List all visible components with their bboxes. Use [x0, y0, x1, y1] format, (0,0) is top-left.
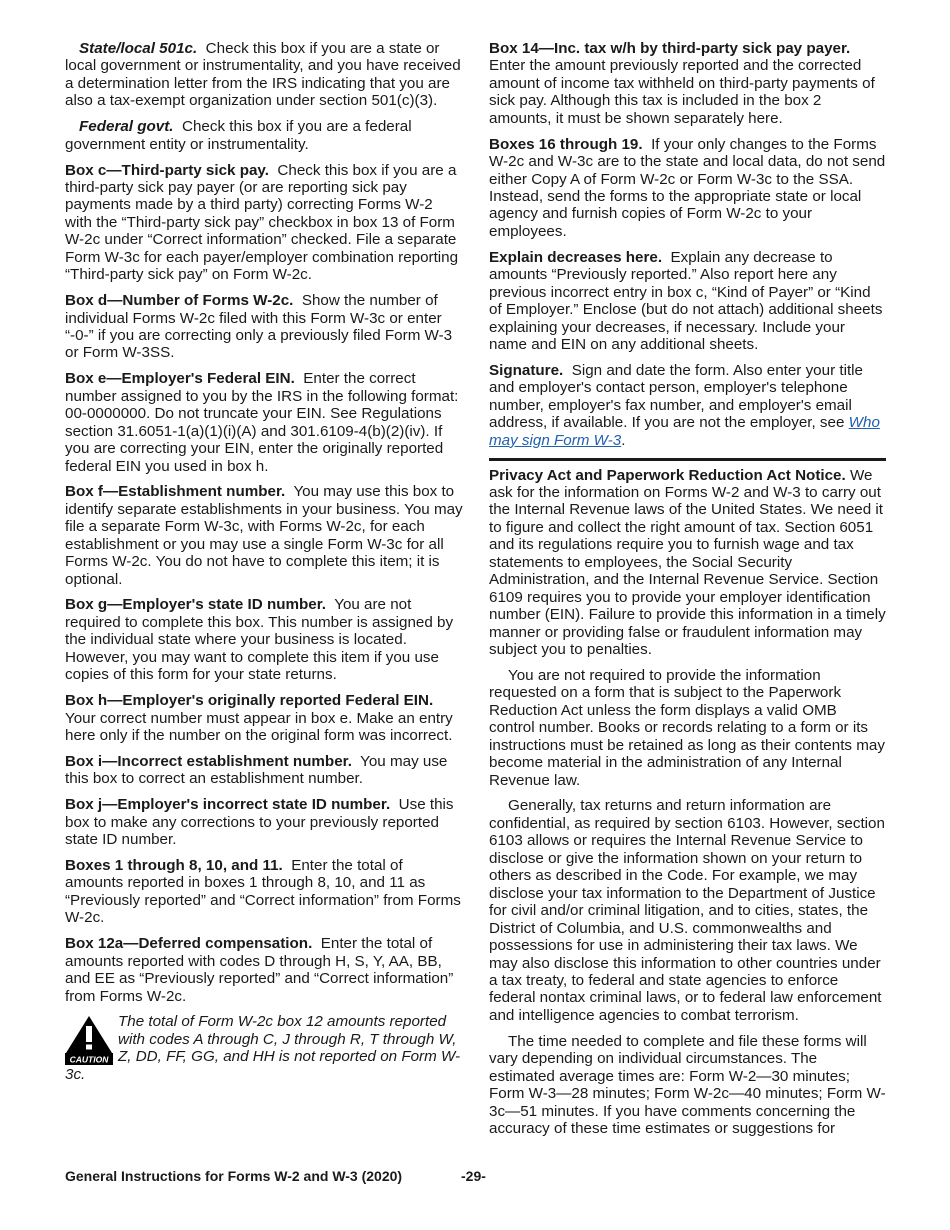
- box-e-paragraph: [65, 370, 463, 475]
- caution-icon: [65, 1015, 113, 1065]
- box-d-text: Show the number of individual Forms W-2c filed with this Form W-3c or enter “-0-” if you are correcting only a previously filed Form W-3 or Form W-3SS.: [65, 292, 453, 362]
- box-f-paragraph: [65, 483, 463, 588]
- box-g-heading: Box g—Employer's state ID number.: [65, 596, 327, 614]
- signature-end: .: [621, 431, 626, 449]
- state-local-501c-paragraph: [65, 40, 463, 110]
- privacy-act-paragraph: [489, 467, 886, 659]
- box-c-paragraph: [65, 162, 463, 284]
- box-d-paragraph: [65, 292, 463, 362]
- box-j-paragraph: [65, 796, 463, 848]
- box-g-text: You are not required to complete this box. This number is assigned by the individual state where your business is located. However, you may want to complete this item if you use copies of this form for your state returns.: [65, 596, 454, 684]
- paperwork-paragraph: You are not required to provide the information requested on a form that is subject to the Paperwork Reduction Act unless the form displays a valid OMB control number. Books or records relating to a form or its instructions must be retained as long as their contents may become material in the administration of any Internal Revenue law.: [489, 666, 885, 789]
- caution-exclamation-bar: [86, 1026, 92, 1042]
- boxes-1-8-heading: Boxes 1 through 8, 10, and 11.: [65, 856, 283, 874]
- box-14-text: Enter the amount previously reported and the corrected amount of income tax withheld on third-party payments of sick pay. Although this tax is included in the box 2 amounts, it must be shown separately here.: [489, 57, 875, 127]
- caution-text: The total of Form W-2c box 12 amounts reported with codes A through C, J through R, T through W, Z, DD, FF, GG, and HH is not reported on Form W-3c.: [65, 1013, 461, 1083]
- box-i-text: You may use this box to correct an establishment number.: [65, 752, 448, 788]
- explain-decreases-text: Explain any decrease to amounts “Previously reported.” Also report here any previous incorrect entry in box c, “Kind of Payer” or “Kind of Employer.” Enclose (but do not attach) additional sheets explaining your decreases, if necessary. Include your name and EIN on any additional sheets.: [489, 248, 883, 354]
- signature-heading: Signature.: [489, 361, 564, 379]
- state-local-501c-text: Check this box if you are a state or local government or instrumentality, and you have received a determination letter from the IRS indicating that you are also a tax-exempt organization under section 501(c)(3).: [65, 40, 461, 110]
- box-h-paragraph: [65, 692, 463, 744]
- box-c-text: Check this box if you are a third-party sick pay payer (or are reporting sick pay payments made by a third party) correcting Forms W-2 with the “Third-party sick pay” checkbox in box 13 of Form W-2c under “Correct information” checked. File a separate Form W-3c for each payer/employer combination reporting “Third-party sick pay” on Form W-2c.: [65, 161, 459, 284]
- box-e-text: Enter the correct number assigned to you by the IRS in the following format: 00-0000000. Do not truncate your EIN. See Regulations section 31.6051-1(a)(1)(i)(A) and 301.6109-4(b)(2)(iv). If you are correcting your EIN, enter the originally reported federal EIN you used in box h.: [65, 370, 459, 475]
- privacy-act-heading: Privacy Act and Paperwork Reduction Act Notice.: [489, 466, 846, 484]
- box-f-text: You may use this box to identify separate establishments in your business. You may file a separate Form W-3c, with Forms W-2c, for each establishment or you may use a single Form W-3c for all Forms W-2c. You do not have to complete this item; it is optional.: [65, 483, 463, 588]
- explain-decreases-paragraph: [489, 249, 886, 354]
- boxes-16-19-paragraph: [489, 136, 886, 241]
- box-f-heading: Box f—Establishment number.: [65, 483, 286, 501]
- box-14-heading: Box 14—Inc. tax w/h by third-party sick pay payer.: [489, 40, 851, 57]
- boxes-16-19-text: If your only changes to the Forms W-2c and W-3c are to the state and local data, do not send either Copy A of Form W-2c or Form W-3c to the SSA. Instead, send the forms to the appropriate state or local agency and furnish copies of Form W-2c to your employees.: [489, 135, 886, 240]
- time-estimate-paragraph: The time needed to complete and file these forms will vary depending on individual circumstances. The estimated average times are: Form W-2—30 minutes; Form W-3—28 minutes; Form W-2c—40 minutes; Form W-3c—51 minutes. If you have comments concerning the accuracy of these time estimates or suggestions for: [489, 1032, 886, 1138]
- confidentiality-paragraph: Generally, tax returns and return information are confidential, as required by section 6103. However, section 6103 allows or requires the Internal Revenue Service to disclose or give the information shown on your return to others as described in the Code. For example, we may disclose your tax information to the Department of Justice for civil and/or criminal litigation, and to cities, states, the District of Columbia, and U.S. commonwealths and possessions for use in administering their tax laws. We may also disclose this information to other countries under a tax treaty, to federal and state agencies to enforce federal nontax criminal laws, or to federal law enforcement and intelligence agencies to combat terrorism.: [489, 797, 885, 1024]
- federal-govt-text: Check this box if you are a federal government entity or instrumentality.: [65, 118, 412, 153]
- box-12a-paragraph: [65, 935, 463, 1005]
- box-12a-text: Enter the total of amounts reported with codes D through H, S, Y, AA, BB, and EE as “Previously reported” and “Correct information” from Forms W-2c.: [65, 935, 454, 1005]
- footer-title: General Instructions for Forms W-2 and W-3 (2020): [65, 1168, 403, 1184]
- boxes-16-19-heading: Boxes 16 through 19.: [489, 135, 643, 153]
- left-column: [65, 40, 463, 1083]
- box-j-heading: Box j—Employer's incorrect state ID number.: [65, 796, 391, 814]
- signature-text: Sign and date the form. Also enter your title and employer's contact person, employer's telephone number, employer's fax number, and employer's email address, if available. If you are not the employer, see: [489, 361, 863, 432]
- box-c-heading: Box c—Third-party sick pay.: [65, 161, 269, 179]
- box-12a-heading: Box 12a—Deferred compensation.: [65, 935, 313, 953]
- page-number: -29-: [461, 1168, 486, 1184]
- boxes-1-8-paragraph: [65, 857, 463, 927]
- box-i-paragraph: [65, 753, 463, 788]
- caution-note: [65, 1013, 463, 1083]
- box-d-heading: Box d—Number of Forms W-2c.: [65, 292, 294, 310]
- privacy-act-text: We ask for the information on Forms W-2 and W-3 to carry out the Internal Revenue laws of the United States. We need it to figure and collect the right amount of tax. Section 6051 and its regulations require you to furnish wage and tax statements to employees, the Social Security Administration, and the Internal Revenue Service. Section 6109 requires you to provide your employer identification number (EIN). Failure to provide this information in a timely manner or providing false or fraudulent information may subject you to penalties.: [489, 466, 886, 659]
- caution-exclamation-dot: [86, 1045, 92, 1050]
- box-g-paragraph: [65, 596, 463, 683]
- right-column: [489, 40, 886, 1146]
- box-h-heading: Box h—Employer's originally reported Federal EIN.: [65, 692, 434, 710]
- box-14-paragraph: [489, 40, 886, 127]
- caution-icon-label: CAUTION: [69, 1054, 109, 1065]
- boxes-1-8-text: Enter the total of amounts reported in boxes 1 through 8, 10, and 11 as “Previously reported” and “Correct information” from Forms W-2c.: [65, 856, 461, 927]
- box-j-text: Use this box to make any corrections to your previously reported state ID number.: [65, 796, 454, 849]
- box-h-text: Your correct number must appear in box e. Make an entry here only if the number on the original form was incorrect.: [65, 709, 453, 745]
- state-local-501c-heading: State/local 501c.: [79, 40, 198, 57]
- section-divider: [489, 458, 886, 461]
- federal-govt-heading: Federal govt.: [79, 118, 174, 136]
- box-i-heading: Box i—Incorrect establishment number.: [65, 752, 352, 770]
- who-may-sign-link[interactable]: Who may sign Form W-3: [489, 414, 880, 449]
- signature-paragraph: [489, 362, 886, 449]
- federal-govt-paragraph: [65, 118, 463, 153]
- box-e-heading: Box e—Employer's Federal EIN.: [65, 370, 295, 388]
- explain-decreases-heading: Explain decreases here.: [489, 248, 663, 266]
